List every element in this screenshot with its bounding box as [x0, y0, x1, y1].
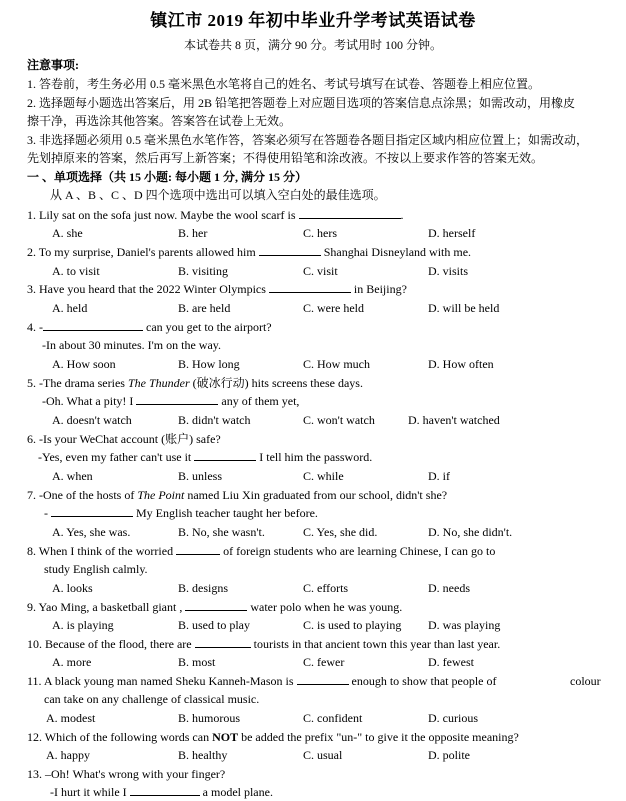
- answer-blank: [176, 543, 220, 555]
- question-5: 5. -The drama series The Thunder (破冰行动) hits screens these days.: [27, 376, 363, 390]
- q1-option-c: C. hers: [303, 226, 337, 240]
- q12-option-a: A. happy: [46, 748, 90, 762]
- section-instruction: 从 A 、B 、C 、D 四个选项中选出可以填入空白处的最佳选项。: [50, 188, 386, 202]
- q4-reply: -In about 30 minutes. I'm on the way.: [42, 338, 222, 352]
- q9-option-d: D. was playing: [428, 618, 501, 632]
- q5-option-b: B. didn't watch: [178, 413, 251, 427]
- q9-option-a: A. is playing: [52, 618, 114, 632]
- question-11: 11. A black young man named Sheku Kanneh-Mason is enough to show that people of: [27, 674, 497, 688]
- q7-reply: - My English teacher taught her before.: [44, 506, 318, 520]
- q12-option-d: D. polite: [428, 748, 470, 762]
- answer-blank: [259, 244, 321, 256]
- q6-option-b: B. unless: [178, 469, 223, 483]
- q6-option-a: A. when: [52, 469, 93, 483]
- q3-option-c: C. were held: [303, 301, 364, 315]
- q8-option-b: B. designs: [178, 581, 229, 595]
- q5-option-c: C. won't watch: [303, 413, 375, 427]
- note-3b: 先划掉原来的答案，然后再写上新答案；不得使用铅笔和涂改液。不按以上要求作答的答案无效。: [27, 151, 544, 165]
- section-heading: 一 、单项选择（共 15 小题: 每小题 1 分, 满分 15 分）: [27, 170, 307, 184]
- q2-option-d: D. visits: [428, 264, 469, 278]
- answer-blank: [195, 636, 251, 648]
- q11-option-a: A. modest: [46, 711, 96, 725]
- note-2a: 2. 选择题每小题选出答案后，用 2B 铅笔把答题卷上对应题目选项的答案信息点涂黑；如需改动，用橡皮: [27, 96, 576, 110]
- note-1: 1. 答卷前，考生务必用 0.5 毫米黑色水笔将自己的姓名、考试号填写在试卷、答题卷上相应位置。: [27, 77, 541, 91]
- q4-option-a: A. How soon: [52, 357, 116, 371]
- answer-blank: [297, 673, 349, 685]
- q6-option-c: C. while: [303, 469, 344, 483]
- question-1: 1. Lily sat on the sofa just now. Maybe the wool scarf is .: [27, 208, 404, 222]
- q7-option-d: D. No, she didn't.: [428, 525, 513, 539]
- answer-blank: [299, 207, 401, 219]
- q2-option-b: B. visiting: [178, 264, 229, 278]
- q1-option-a: A. she: [52, 226, 83, 240]
- q10-option-c: C. fewer: [303, 655, 345, 669]
- q5-option-a: A. doesn't watch: [52, 413, 132, 427]
- note-3a: 3. 非选择题必须用 0.5 毫米黑色水笔作答，答案必须写在答题卷各题目指定区域内相应位置上；如需改动，: [27, 133, 589, 147]
- q4-option-c: C. How much: [303, 357, 370, 371]
- q6-option-d: D. if: [428, 469, 450, 483]
- q8-continuation: study English calmly.: [44, 562, 148, 576]
- q7-option-a: A. Yes, she was.: [52, 525, 131, 539]
- q10-option-b: B. most: [178, 655, 216, 669]
- q5-option-d: D. haven't watched: [408, 413, 500, 427]
- q7-option-b: B. No, she wasn't.: [178, 525, 265, 539]
- question-3: 3. Have you heard that the 2022 Winter Olympics in Beijing?: [27, 282, 407, 296]
- q7-option-c: C. Yes, she did.: [303, 525, 378, 539]
- q3-option-d: D. will be held: [428, 301, 500, 315]
- q3-option-a: A. held: [52, 301, 88, 315]
- exam-subtitle: 本试卷共 8 页，满分 90 分。考试用时 100 分钟。: [183, 38, 442, 52]
- q11-line-end: colour: [570, 674, 601, 688]
- q1-option-b: B. her: [178, 226, 208, 240]
- question-4: 4. - can you get to the airport?: [27, 320, 272, 334]
- note-2b: 擦干净，再选涂其他答案。答案答在试卷上无效。: [27, 114, 292, 128]
- q10-option-a: A. more: [52, 655, 92, 669]
- question-12: 12. Which of the following words can NOT be added the prefix "un-" to give it the opposite meaning?: [27, 730, 519, 744]
- answer-blank: [130, 784, 200, 796]
- q1-option-d: D. herself: [428, 226, 476, 240]
- q4-option-b: B. How long: [178, 357, 240, 371]
- q2-option-a: A. to visit: [52, 264, 100, 278]
- answer-blank: [269, 281, 351, 293]
- question-2: 2. To my surprise, Daniel's parents allowed him Shanghai Disneyland with me.: [27, 245, 472, 259]
- q9-option-b: B. used to play: [178, 618, 250, 632]
- question-7: 7. -One of the hosts of The Point named Liu Xin graduated from our school, didn't she?: [27, 488, 448, 502]
- question-10: 10. Because of the flood, there are tourists in that ancient town this year than last year.: [27, 637, 501, 651]
- q4-option-d: D. How often: [428, 357, 494, 371]
- answer-blank: [194, 449, 256, 461]
- q13-reply: -I hurt it while I a model plane.: [50, 785, 273, 799]
- q12-option-c: C. usual: [303, 748, 343, 762]
- q11-option-d: D. curious: [428, 711, 478, 725]
- q6-reply: -Yes, even my father can't use it I tell him the password.: [38, 450, 373, 464]
- q8-option-d: D. needs: [428, 581, 470, 595]
- notes-heading: 注意事项:: [27, 58, 79, 72]
- question-13: 13. –Oh! What's wrong with your finger?: [27, 767, 226, 781]
- question-9: 9. Yao Ming, a basketball giant , water polo when he was young.: [27, 600, 403, 614]
- q3-option-b: B. are held: [178, 301, 231, 315]
- q12-option-b: B. healthy: [178, 748, 228, 762]
- q10-option-d: D. fewest: [428, 655, 474, 669]
- answer-blank: [43, 319, 143, 331]
- q8-option-a: A. looks: [52, 581, 93, 595]
- question-6: 6. -Is your WeChat account (账户) safe?: [27, 432, 221, 446]
- q9-option-c: C. is used to playing: [303, 618, 402, 632]
- q2-option-c: C. visit: [303, 264, 338, 278]
- answer-blank: [185, 599, 247, 611]
- exam-title: 镇江市 2019 年初中毕业升学考试英语试卷: [150, 11, 476, 30]
- q11-continuation: can take on any challenge of classical music.: [44, 692, 260, 706]
- q11-option-c: C. confident: [303, 711, 363, 725]
- answer-blank: [136, 393, 218, 405]
- q8-option-c: C. efforts: [303, 581, 349, 595]
- question-8: 8. When I think of the worried of foreign students who are learning Chinese, I can go to: [27, 544, 496, 558]
- answer-blank: [51, 505, 133, 517]
- q5-reply: -Oh. What a pity! I any of them yet,: [42, 394, 300, 408]
- q11-option-b: B. humorous: [178, 711, 241, 725]
